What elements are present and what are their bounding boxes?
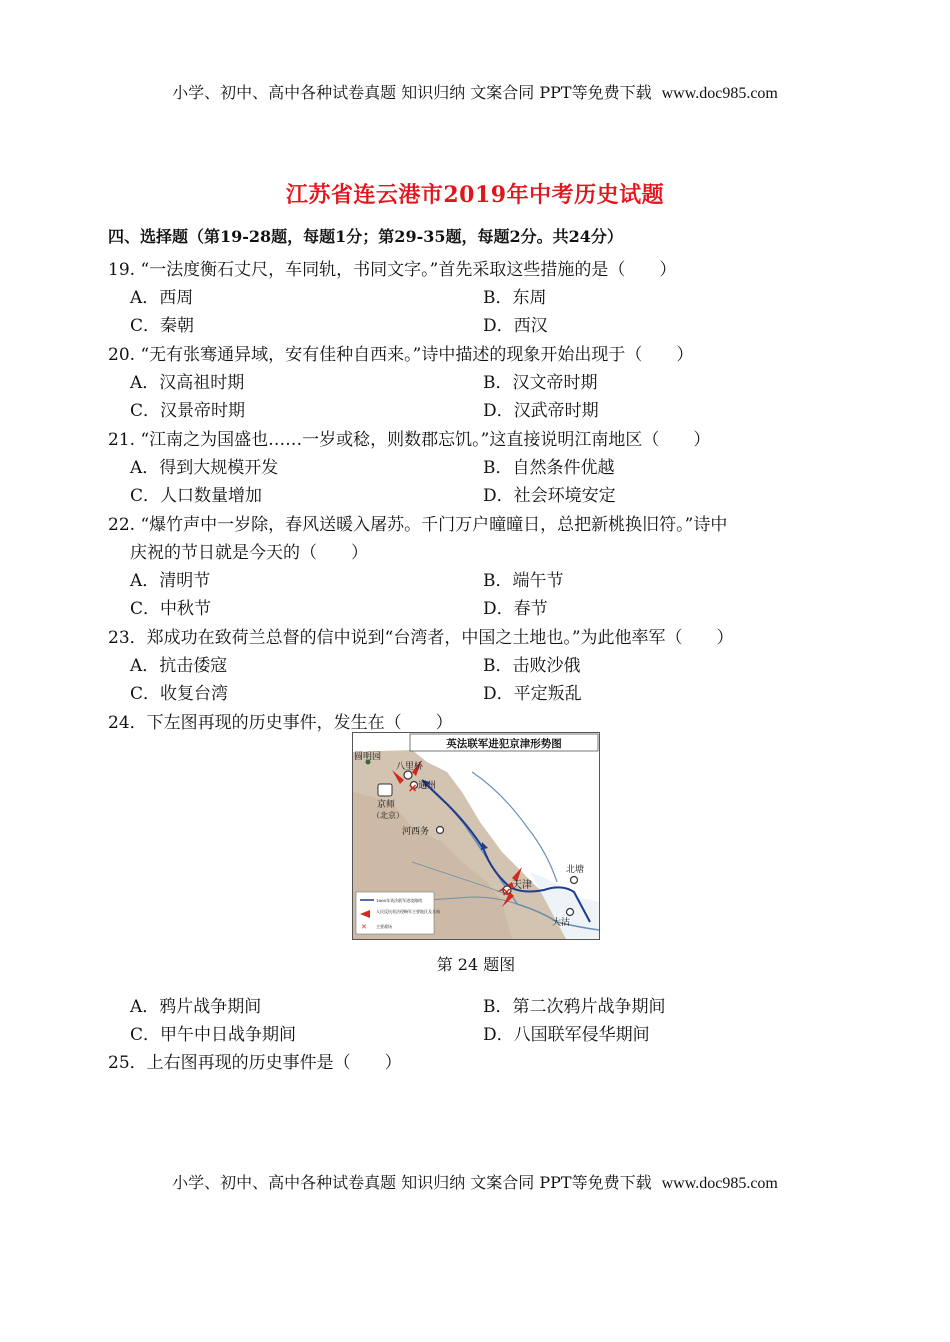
question-23-option-b[interactable]: B．击败沙俄 <box>483 656 581 676</box>
question-22-stem: 22. “爆竹声中一岁除，春风送暖入屠苏。千门万户曈曈日，总把新桃换旧符。”诗中 <box>108 515 728 535</box>
label-beitang: 北塘 <box>566 865 585 875</box>
page-header <box>0 80 950 103</box>
legend-battle-label: 主要战场 <box>376 924 392 929</box>
question-21-option-c[interactable]: C．人口数量增加 <box>130 486 263 506</box>
footer-text: 小学、初中、高中各种试卷真题 知识归纳 文案合同 PPT等免费下载 <box>172 1173 652 1192</box>
question-20-option-a[interactable]: A．汉高祖时期 <box>130 373 245 393</box>
header-site-link[interactable]: www.doc985.com <box>661 85 778 102</box>
question-19-option-a[interactable]: A．西周 <box>130 288 194 308</box>
question-20-stem: 20. “无有张骞通异域，安有佳种自西来。”诗中描述的现象开始出现于（ ） <box>108 345 694 365</box>
question-21-stem: 21. “江南之为国盛也……一岁或稔，则数郡忘饥。”这直接说明江南地区（ ） <box>108 430 711 450</box>
dagu-marker <box>567 909 574 916</box>
question-22-option-b[interactable]: B．端午节 <box>483 571 564 591</box>
map-title: 英法联军进犯京津形势图 <box>446 738 562 750</box>
page-title: 江苏省连云港市2019年中考历史试题 <box>285 182 665 208</box>
label-hexiwu: 河西务 <box>402 827 430 837</box>
war-map-figure <box>352 732 600 940</box>
label-dagu: 大沽 <box>552 918 571 928</box>
question-22-option-a[interactable]: A．清明节 <box>130 571 211 591</box>
question-19-option-b[interactable]: B．东周 <box>483 288 547 308</box>
battle-mark-baliqiao: ✕ <box>408 782 418 795</box>
legend-route-label: 1860年英法联军进攻路线 <box>376 898 423 903</box>
label-yuanmingyuan: 圆明园 <box>354 752 382 762</box>
question-21-option-b[interactable]: B．自然条件优越 <box>483 458 615 478</box>
question-22-option-c[interactable]: C．中秋节 <box>130 599 212 619</box>
label-tongzhou: 通州 <box>418 781 437 791</box>
question-19-option-c[interactable]: C．秦朝 <box>130 316 195 336</box>
question-24-option-a[interactable]: A．鸦片战争期间 <box>130 997 262 1017</box>
question-22-stem-continued: 庆祝的节日就是今天的（ ） <box>130 543 368 563</box>
question-24-option-c[interactable]: C．甲午中日战争期间 <box>130 1025 297 1045</box>
label-beijing: （北京） <box>372 811 404 820</box>
question-23-option-d[interactable]: D．平定叛乱 <box>483 684 582 704</box>
section-heading: 四、选择题（第19-28题，每题1分；第29-35题，每题2分。共24分） <box>108 227 623 246</box>
battle-mark-tianjin: ✕ <box>502 886 512 899</box>
question-23-option-c[interactable]: C．收复台湾 <box>130 684 229 704</box>
label-jingshi: 京师 <box>377 800 396 810</box>
question-24-option-d[interactable]: D．八国联军侵华期间 <box>483 1025 650 1045</box>
question-19-stem: 19. “一法度衡石丈尺，车同轨，书同文字。”首先采取这些措施的是（ ） <box>108 260 677 280</box>
baliqiao-marker <box>404 771 412 779</box>
capital-marker <box>378 784 392 796</box>
question-23-option-a[interactable]: A．抗击倭寇 <box>130 656 228 676</box>
question-24-stem: 24．下左图再现的历史事件，发生在（ ） <box>108 713 453 733</box>
label-tianjin: 天津 <box>512 880 532 891</box>
question-20-option-c[interactable]: C．汉景帝时期 <box>130 401 246 421</box>
hexiwu-marker <box>437 827 444 834</box>
question-25-stem: 25．上右图再现的历史事件是（ ） <box>108 1053 402 1073</box>
footer-site-link[interactable]: www.doc985.com <box>661 1175 778 1192</box>
beitang-marker <box>571 877 578 884</box>
map-caption: 第 24 题图 <box>436 955 516 974</box>
header-text: 小学、初中、高中各种试卷真题 知识归纳 文案合同 PPT等免费下载 <box>172 83 652 102</box>
question-21-option-a[interactable]: A．得到大规模开发 <box>130 458 279 478</box>
page-footer <box>0 1170 950 1193</box>
label-baliqiao: 八里桥 <box>396 762 424 772</box>
question-21-option-d[interactable]: D．社会环境安定 <box>483 486 616 506</box>
question-23-stem: 23．郑成功在致荷兰总督的信中说到“台湾者，中国之土地也。”为此他率军（ ） <box>108 628 734 648</box>
question-22-option-d[interactable]: D．春节 <box>483 599 548 619</box>
legend-resistance-label: 人民反抗英法侵略军主要地区及方向 <box>376 909 440 914</box>
question-24-option-b[interactable]: B．第二次鸦片战争期间 <box>483 997 666 1017</box>
question-20-option-d[interactable]: D．汉武帝时期 <box>483 401 599 421</box>
question-20-option-b[interactable]: B．汉文帝时期 <box>483 373 598 393</box>
question-19-option-d[interactable]: D．西汉 <box>483 316 548 336</box>
legend-battle-swatch: ✕ <box>361 923 367 931</box>
